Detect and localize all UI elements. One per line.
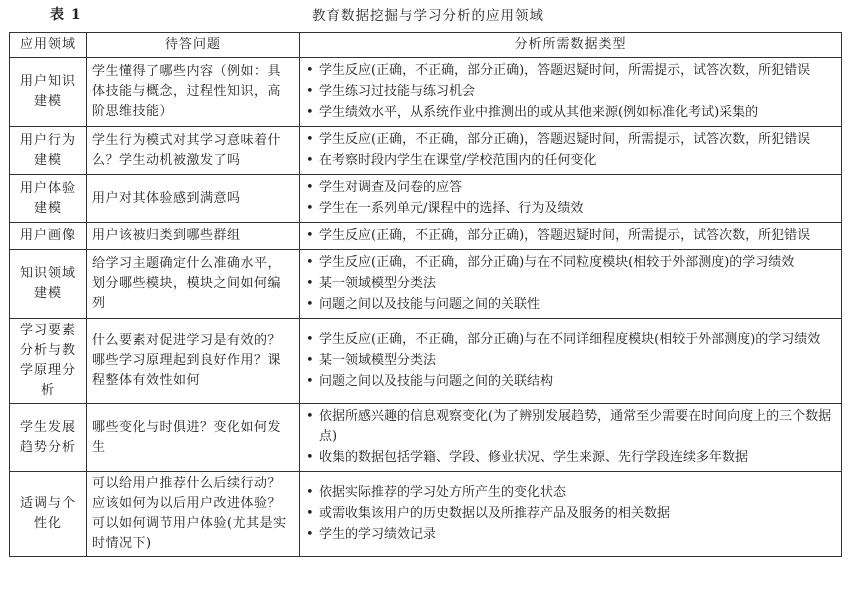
data-cell (300, 472, 842, 557)
list-item: • 学生练习过技能与练习机会 (305, 82, 836, 102)
list-item: • 收集的数据包括学籍、学段、修业状况、学生来源、先行学段连续多年数据 (305, 448, 836, 468)
domain-cell: 适调与个性化 (10, 472, 87, 557)
data-list (305, 483, 836, 545)
data-list (305, 407, 836, 468)
domain-cell: 用户行为建模 (10, 127, 87, 175)
list-item: • 学生反应(正确，不正确，部分正确)与在不同详细程度模块(相较于外部测度)的学习绩效 (305, 330, 836, 350)
data-cell (300, 250, 842, 319)
header-domain: 应用领域 (10, 33, 87, 58)
list-item: • 某一领域模型分类法 (305, 274, 836, 294)
table-row (10, 58, 842, 127)
list-item: • 学生反应(正确，不正确，部分正确)，答题迟疑时间，所需提示，试答次数，所犯错误 (305, 130, 836, 150)
list-item: • 或需收集该用户的历史数据以及所推荐产品及服务的相关数据 (305, 504, 836, 524)
application-domains-table (9, 32, 842, 557)
header-row (10, 33, 842, 58)
question-cell: 用户该被归类到哪些群组 (87, 223, 300, 250)
data-cell (300, 404, 842, 472)
question-cell: 哪些变化与时俱进？变化如何发生 (87, 404, 300, 472)
domain-cell: 知识领域建模 (10, 250, 87, 319)
list-item: • 学生在一系列单元/课程中的选择、行为及绩效 (305, 199, 836, 219)
list-item: • 在考察时段内学生在课堂/学校范围内的任何变化 (305, 151, 836, 171)
list-item: • 依据实际推荐的学习处方所产生的变化状态 (305, 483, 836, 503)
question-cell: 什么要素对促进学习是有效的？哪些学习原理起到良好作用？课程整体有效性如何 (87, 319, 300, 404)
data-cell (300, 223, 842, 250)
question-cell: 给学习主题确定什么准确水平，划分哪些模块，模块之间如何编列 (87, 250, 300, 319)
question-cell: 用户对其体验感到满意吗 (87, 175, 300, 223)
data-cell (300, 175, 842, 223)
data-cell (300, 127, 842, 175)
list-item: • 学生反应(正确，不正确，部分正确)与在不同粒度模块(相较于外部测度)的学习绩效 (305, 253, 836, 273)
data-list (305, 61, 836, 123)
table-title: 教育数据挖掘与学习分析的应用领域 (312, 8, 544, 24)
header-data-type: 分析所需数据类型 (300, 33, 842, 58)
list-item: • 问题之间以及技能与问题之间的关联结构 (305, 372, 836, 392)
domain-cell: 学习要素分析与教学原理分析 (10, 319, 87, 404)
list-item: • 问题之间以及技能与问题之间的关联性 (305, 295, 836, 315)
list-item: • 学生反应(正确，不正确，部分正确)，答题迟疑时间，所需提示，试答次数，所犯错误 (305, 226, 836, 246)
list-item: • 学生绩效水平，从系统作业中推测出的或从其他来源(例如标准化考试)采集的 (305, 103, 836, 123)
table-row (10, 404, 842, 472)
data-cell (300, 58, 842, 127)
domain-cell: 用户知识建模 (10, 58, 87, 127)
data-list (305, 130, 836, 171)
data-list (305, 226, 836, 246)
list-item: • 学生对调查及问卷的应答 (305, 178, 836, 198)
domain-cell: 学生发展趋势分析 (10, 404, 87, 472)
data-cell (300, 319, 842, 404)
list-item: • 依据所感兴趣的信息观察变化(为了辨别发展趋势，通常至少需要在时间向度上的三个数据点) (305, 407, 836, 447)
header-question: 待答问题 (87, 33, 300, 58)
list-item: • 学生的学习绩效记录 (305, 525, 836, 545)
table-row (10, 319, 842, 404)
table-row (10, 223, 842, 250)
data-list (305, 253, 836, 315)
table-row (10, 250, 842, 319)
table-row (10, 472, 842, 557)
data-list (305, 178, 836, 219)
data-list (305, 330, 836, 392)
domain-cell: 用户画像 (10, 223, 87, 250)
table-label: 表 1 (50, 7, 82, 23)
table-row (10, 175, 842, 223)
table-caption (0, 4, 856, 26)
domain-cell: 用户体验建模 (10, 175, 87, 223)
question-cell: 学生行为模式对其学习意味着什么？学生动机被激发了吗 (87, 127, 300, 175)
list-item: • 学生反应(正确，不正确，部分正确)，答题迟疑时间，所需提示，试答次数，所犯错误 (305, 61, 836, 81)
table-row (10, 127, 842, 175)
list-item: • 某一领域模型分类法 (305, 351, 836, 371)
question-cell: 可以给用户推荐什么后续行动？应该如何为以后用户改进体验？可以如何调节用户体验(尤其是实时情况下) (87, 472, 300, 557)
question-cell: 学生懂得了哪些内容（例如：具体技能与概念，过程性知识，高阶思维技能） (87, 58, 300, 127)
